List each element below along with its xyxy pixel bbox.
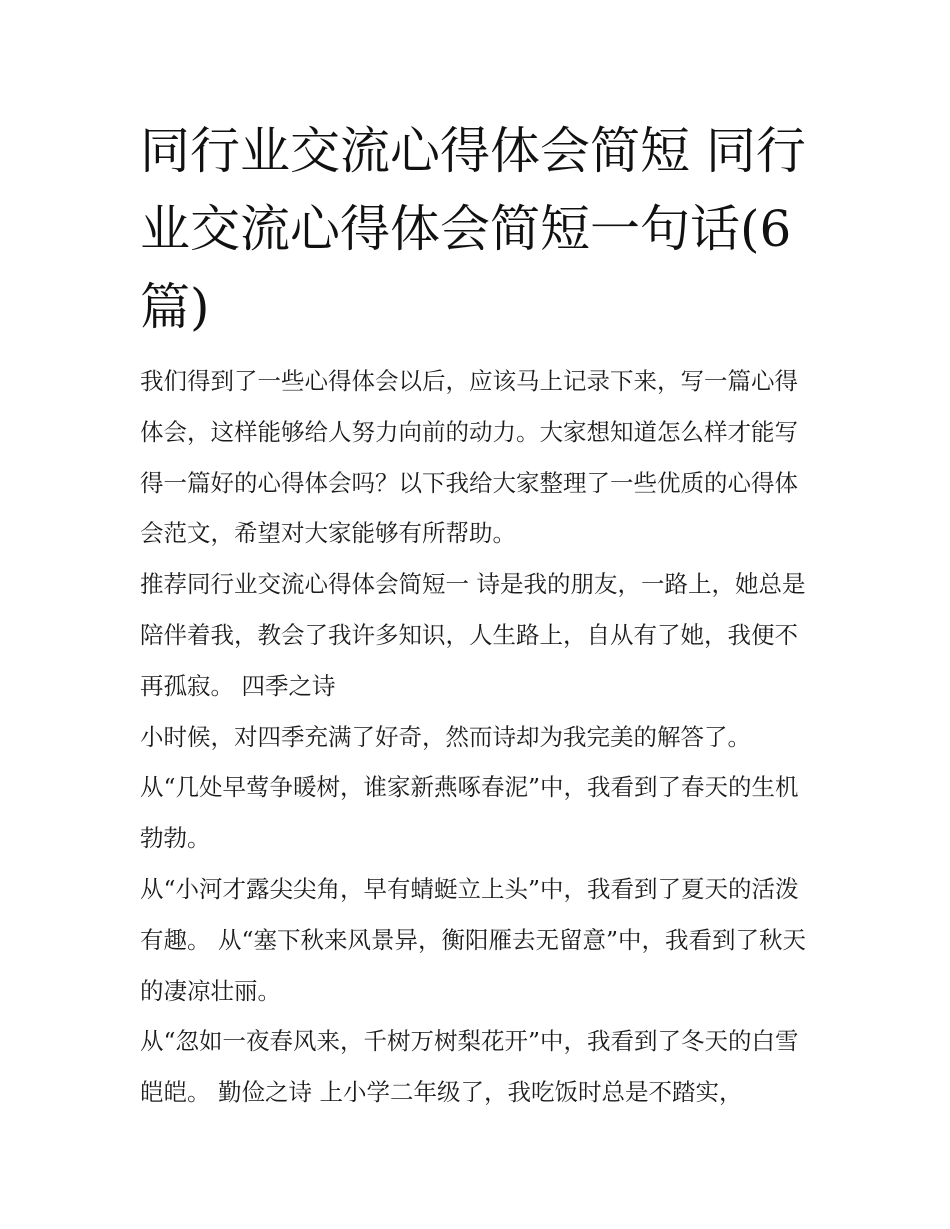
paragraph-winter-frugal: 从“忽如一夜春风来，千树万树梨花开”中，我看到了冬天的白雪皑皑。 勤俭之诗 上小学二年级了，我吃饭时总是不踏实， <box>140 1027 799 1107</box>
paragraph-childhood: 小时候，对四季充满了好奇，然而诗却为我完美的解答了。 <box>140 722 751 751</box>
document-body <box>140 112 815 1118</box>
paragraph-spring: 从“几处早莺争暖树，谁家新燕啄春泥”中，我看到了春天的生机勃勃。 <box>140 773 799 853</box>
paragraph-intro: 我们得到了一些心得体会以后，应该马上记录下来，写一篇心得体会，这样能够给人努力向前的动力。大家想知道怎么样才能写得一篇好的心得体会吗？以下我给大家整理了一些优质的心得体会范文，希望对大家能够有所帮助。 <box>140 367 798 548</box>
paragraph-summer-autumn: 从“小河才露尖尖角，早有蜻蜓立上头”中，我看到了夏天的活泼有趣。 从“塞下秋来风景异，衡阳雁去无留意”中，我看到了秋天的凄凉壮丽。 <box>140 874 806 1005</box>
paragraph-recommend: 推荐同行业交流心得体会简短一 诗是我的朋友，一路上，她总是陪伴着我，教会了我许多知识，人生路上，自从有了她，我便不再孤寂。 四季之诗 <box>140 570 806 700</box>
document-title: 同行业交流心得体会简短 同行业交流心得体会简短一句话(6篇) <box>140 122 806 336</box>
